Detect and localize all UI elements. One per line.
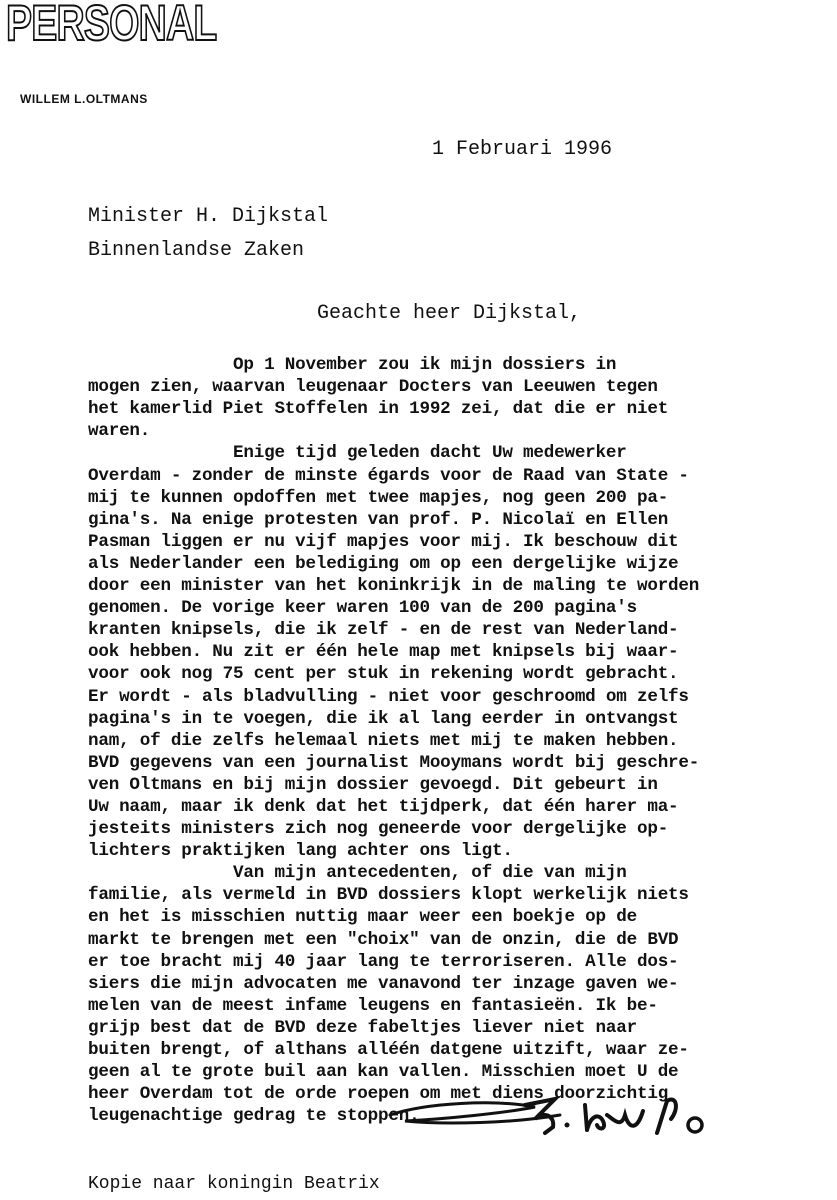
body-line: nam, of die zelfs helemaal niets met mij te maken hebben. xyxy=(88,730,679,751)
body-line: lichters praktijken lang achter ons ligt. xyxy=(88,841,513,862)
body-line: genomen. De vorige keer waren 100 van de 200 pagina's xyxy=(88,598,637,619)
letter-body xyxy=(88,332,808,1127)
body-line: geen al te grote buil aan kan vallen. Misschien moet U de xyxy=(88,1062,679,1083)
body-line: kranten knipsels, die ik zelf - en de rest van Nederland- xyxy=(88,620,679,641)
body-line: mogen zien, waarvan leugenaar Docters van Leeuwen tegen xyxy=(88,377,658,398)
body-paragraph xyxy=(88,332,808,442)
body-line: waren. xyxy=(88,421,151,442)
body-line: grijp best dat de BVD deze fabeltjes liever niet naar xyxy=(88,1017,637,1038)
body-line: Op 1 November zou ik mijn dossiers in xyxy=(88,355,617,376)
body-line: melen van de meest infame leugens en fantasieën. Ik be- xyxy=(88,995,658,1016)
body-line: siers die mijn advocaten me vanavond ter inzage gaven we- xyxy=(88,973,679,994)
body-line: ook hebben. Nu zit er één hele map met knipsels bij waar- xyxy=(88,642,679,663)
salutation: Geachte heer Dijkstal, xyxy=(317,302,582,325)
body-line: voor ook nog 75 cent per stuk in rekening wordt gebracht. xyxy=(88,664,679,685)
body-line: en het is misschien nuttig maar weer een boekje op de xyxy=(88,907,637,928)
body-line: Pasman liggen er nu vijf mapjes voor mij. Ik beschouw dit xyxy=(88,531,679,552)
body-line: het kamerlid Piet Stoffelen in 1992 zei, dat die er niet xyxy=(88,399,669,420)
letterhead-name: WILLEM L.OLTMANS xyxy=(20,92,148,106)
letter-date: 1 Februari 1996 xyxy=(432,138,613,161)
body-line: ven Oltmans en bij mijn dossier gevoegd. Dit gebeurt in xyxy=(88,774,658,795)
body-line: BVD gegevens van een journalist Mooymans wordt bij geschre- xyxy=(88,752,700,773)
body-line: er toe bracht mij 40 jaar lang te terroriseren. Alle dos- xyxy=(88,951,679,972)
handwritten-signature xyxy=(385,1085,775,1165)
body-line: buiten brengt, of althans alléén datgene uitzift, waar ze- xyxy=(88,1040,689,1060)
body-line: door een minister van het koninkrijk in de maling te worden xyxy=(88,576,700,597)
recipient-block xyxy=(88,200,328,268)
body-line: Overdam - zonder de minste égards voor de Raad van State - xyxy=(88,465,689,486)
body-line: pagina's in te voegen, die ik al lang eerder in ontvangst xyxy=(88,708,679,729)
body-line: heer Overdam tot de orde roepen om met diens doorzichtig xyxy=(88,1084,669,1105)
body-line: Van mijn antecedenten, of die van mijn xyxy=(88,863,627,884)
body-line: leugenachtige gedrag te stoppen. xyxy=(88,1106,420,1127)
letterhead-title: PERSONAL xyxy=(6,0,217,51)
body-line: gina's. Na enige protesten van prof. P. Nicolaï en Ellen xyxy=(88,509,669,530)
recipient-name: Minister H. Dijkstal xyxy=(88,205,329,228)
body-line: familie, als vermeld in BVD dossiers klopt werkelijk niets xyxy=(88,885,689,906)
body-line: Uw naam, maar ik denk dat het tijdperk, dat één harer ma- xyxy=(88,796,679,817)
body-line: Er wordt - als bladvulling - niet voor geschroomd om zelfs xyxy=(88,686,689,707)
body-line: markt te brengen met een "choix" van de onzin, die de BVD xyxy=(88,929,679,950)
body-paragraph xyxy=(88,442,808,862)
recipient-department: Binnenlandse Zaken xyxy=(88,239,305,262)
body-line: jesteits ministers zich nog geneerde voor dergelijke op- xyxy=(88,819,669,840)
body-line: mij te kunnen opdoffen met twee mapjes, nog geen 200 pa- xyxy=(88,487,669,508)
body-line: Enige tijd geleden dacht Uw medewerker xyxy=(88,443,627,464)
copy-note: Kopie naar koningin Beatrix xyxy=(88,1174,380,1194)
body-line: als Nederlander een belediging om op een dergelijke wijze xyxy=(88,553,679,574)
